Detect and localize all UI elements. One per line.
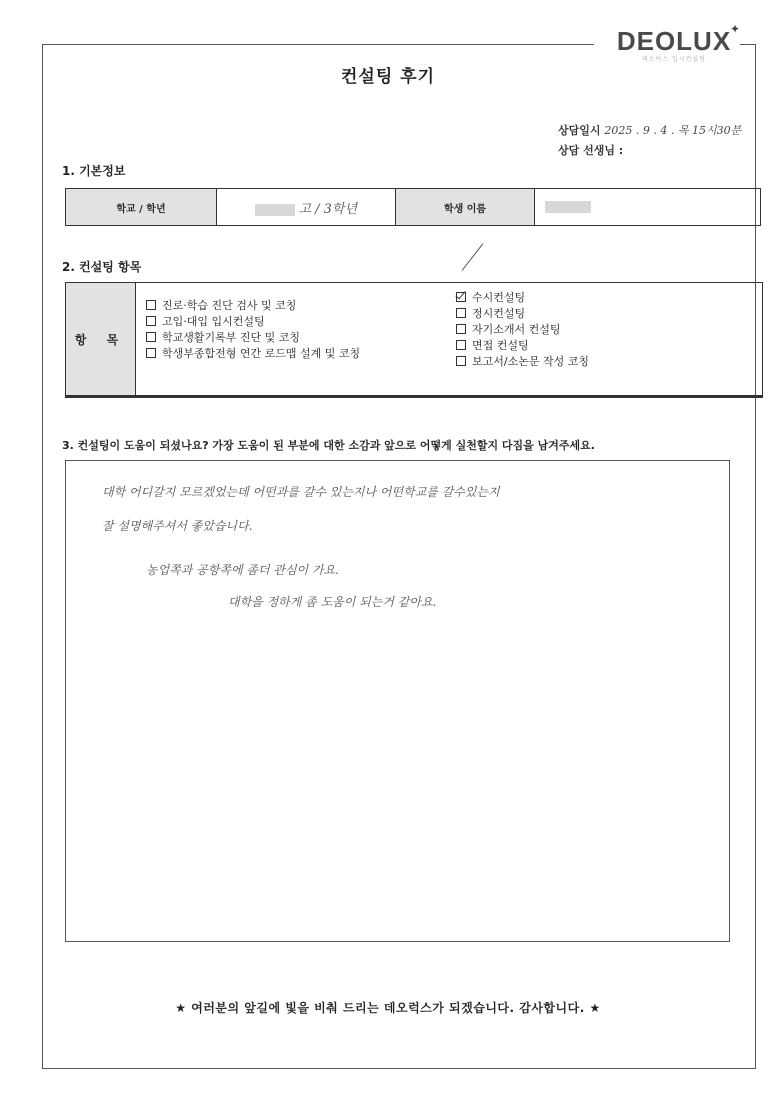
date-value: 2025 . 9 . 4 . 목 15시30분 [604,124,742,137]
checklist-item[interactable]: 학생부종합전형 연간 로드맵 설계 및 코칭 [146,346,360,362]
counselor-line: 상담 선생님 : [558,144,624,157]
date-label: 상담일시 [558,124,601,137]
handwritten-line: 농업쪽과 공항쪽에 좀더 관심이 가요. [146,563,339,577]
checkbox-icon[interactable] [146,332,156,342]
checkbox-icon[interactable] [146,300,156,310]
checklist-item[interactable]: 자기소개서 컨설팅 [456,322,589,338]
items-label: 항 목 [66,283,136,395]
checkbox-icon[interactable] [146,348,156,358]
deolux-logo [612,22,740,64]
checkbox-icon[interactable] [456,340,466,350]
document-title: 컨설팅 후기 [340,67,436,87]
school-label: 학교 / 학년 [66,189,217,226]
basic-info-table [65,188,761,226]
handwritten-line: 잘 설명해주셔서 좋았습니다. [102,519,253,533]
items-right-list [456,290,589,370]
student-name-label: 학생 이름 [396,189,535,226]
footer-message: ★ 여러분의 앞길에 빛을 비춰 드리는 데오럭스가 되겠습니다. 감사합니다. ★ [175,1001,601,1015]
handwritten-line: 대학 어디갈지 모르겠었는데 어떤과를 갈수 있는지나 어떤학교를 갈수있는지 [102,485,500,499]
student-name-cell [535,189,761,226]
checkbox-icon[interactable] [146,316,156,326]
top-border-right [740,44,755,45]
checkbox-checked-icon[interactable] [456,292,466,302]
top-border-left [42,44,594,45]
checkbox-icon[interactable] [456,356,466,366]
checklist-item[interactable]: 학교생활기록부 진단 및 코칭 [146,330,360,346]
checkbox-icon[interactable] [456,324,466,334]
sparkle-icon: ✦ [729,22,740,36]
checklist-item[interactable]: 보고서/소논문 작성 코칭 [456,354,589,370]
handwritten-line: 대학을 정하게 좀 도움이 되는거 같아요. [228,595,437,609]
logo-tagline: 데오럭스 입시컨설팅 [641,56,707,63]
checklist-item[interactable]: 면접 컨설팅 [456,338,589,354]
school-value: 고 / 3학년 [298,201,358,217]
checklist-item[interactable]: 정시컨설팅 [456,306,589,322]
checklist-item-susi[interactable]: 수시컨설팅 [456,290,589,306]
section-basic-info-title: 1. 기본정보 [62,164,126,178]
section-items-title: 2. 컨설팅 항목 [62,260,142,274]
redacted-student-name [545,201,591,213]
school-value-cell [217,189,396,226]
checklist-item[interactable]: 고입·대입 입시컨설팅 [146,314,360,330]
checklist-item[interactable]: 진로·학습 진단 검사 및 코칭 [146,298,360,314]
feedback-answer-box[interactable] [65,460,730,942]
feedback-question: 3. 컨설팅이 도움이 되셨나요? 가장 도움이 된 부분에 대한 소감과 앞으로 어떻게 실천할지 다짐을 남겨주세요. [62,439,595,452]
consult-date [558,122,741,138]
items-left-list [146,298,360,362]
logo-wordmark: DEOLUX [616,26,732,56]
redacted-school [255,204,295,216]
checkbox-icon[interactable] [456,308,466,318]
